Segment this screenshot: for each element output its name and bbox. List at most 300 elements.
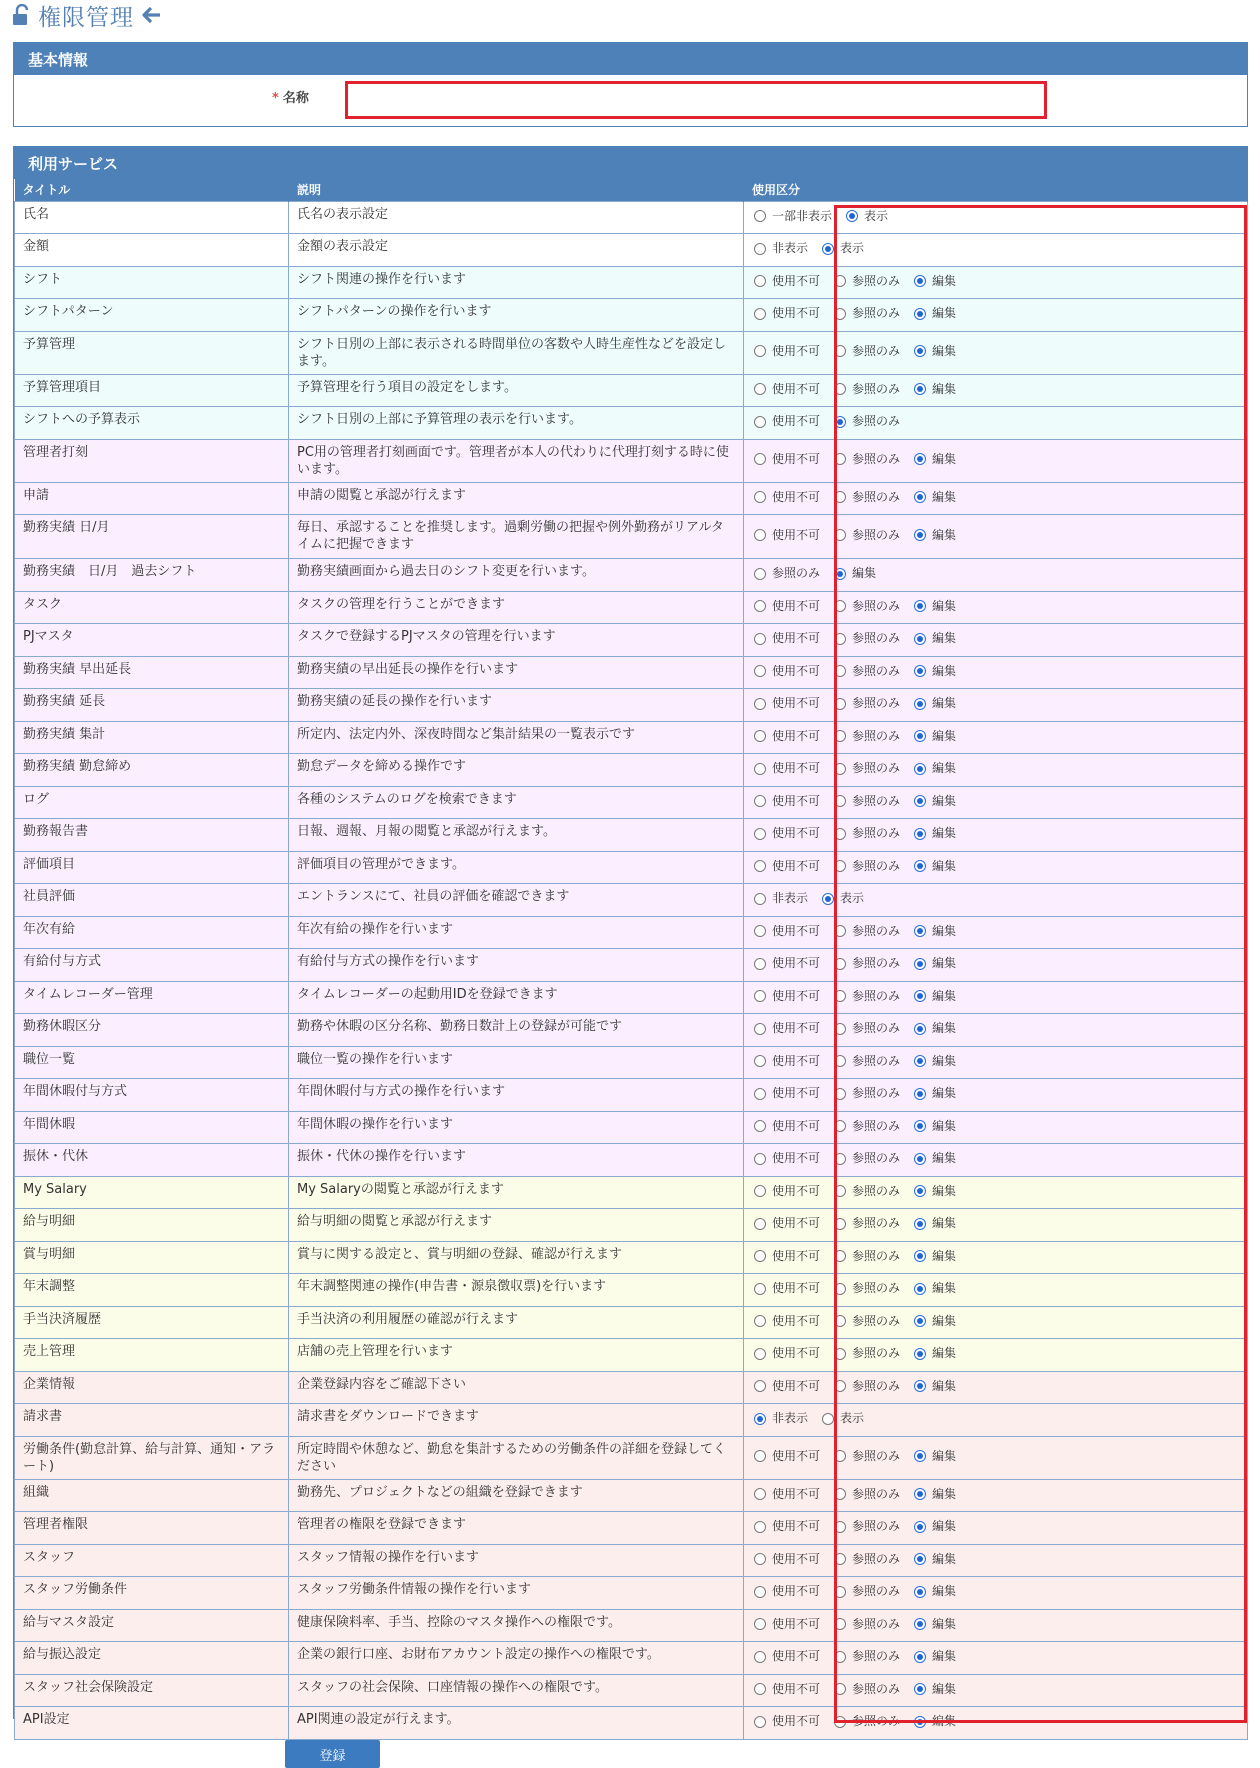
usage-option[interactable] [754,988,820,1005]
usage-option[interactable] [754,1313,820,1330]
usage-option[interactable] [834,1313,900,1330]
usage-option[interactable] [754,1280,820,1297]
radio-button[interactable] [754,416,766,428]
radio-button[interactable] [754,1283,766,1295]
usage-option[interactable] [754,1150,820,1167]
radio-button[interactable] [834,1716,846,1728]
radio-button[interactable] [754,1521,766,1533]
radio-button[interactable] [834,453,846,465]
radio-button[interactable] [834,529,846,541]
table-row [15,1609,1248,1642]
usage-option[interactable] [754,793,820,810]
name-input[interactable] [345,81,1047,119]
usage-option[interactable] [834,489,900,506]
radio-button[interactable] [834,925,846,937]
radio-button[interactable] [914,383,926,395]
usage-option[interactable] [834,1085,900,1102]
radio-button[interactable] [754,1348,766,1360]
radio-button[interactable] [754,1153,766,1165]
radio-button[interactable] [834,1586,846,1598]
radio-button[interactable] [914,1380,926,1392]
radio-button[interactable] [754,730,766,742]
radio-button[interactable] [914,1088,926,1100]
usage-option[interactable] [754,1616,820,1633]
radio-button[interactable] [914,1716,926,1728]
usage-option[interactable] [834,1345,900,1362]
usage-option[interactable] [914,451,956,468]
radio-button[interactable] [754,1553,766,1565]
usage-option[interactable] [834,1280,900,1297]
radio-button[interactable] [914,1488,926,1500]
usage-option[interactable] [914,1118,956,1135]
usage-option[interactable] [754,825,820,842]
usage-option[interactable] [834,1713,900,1730]
usage-option[interactable] [754,413,820,430]
radio-button[interactable] [754,1023,766,1035]
radio-button[interactable] [754,860,766,872]
radio-button[interactable] [834,1185,846,1197]
usage-option[interactable] [834,305,900,322]
usage-option[interactable] [754,1486,820,1503]
radio-button[interactable] [754,828,766,840]
radio-button[interactable] [754,1218,766,1230]
usage-option[interactable] [834,1648,900,1665]
radio-button[interactable] [914,1348,926,1360]
radio-button[interactable] [834,1450,846,1462]
radio-button[interactable] [834,795,846,807]
radio-button[interactable] [914,1521,926,1533]
usage-option[interactable] [754,489,820,506]
radio-button[interactable] [754,990,766,1002]
usage-option[interactable] [914,273,956,290]
radio-button[interactable] [834,1120,846,1132]
usage-option-label: 非表示 [772,241,809,255]
usage-option[interactable] [834,343,900,360]
radio-button[interactable] [834,600,846,612]
radio-button[interactable] [834,568,846,580]
usage-option[interactable] [834,381,900,398]
radio-button[interactable] [834,665,846,677]
radio-button[interactable] [754,1250,766,1262]
table-row [15,1209,1248,1242]
usage-option[interactable] [754,381,820,398]
radio-button[interactable] [834,860,846,872]
radio-button[interactable] [834,730,846,742]
usage-option[interactable] [754,208,832,225]
usage-option[interactable] [834,1248,900,1265]
usage-option[interactable] [834,1118,900,1135]
usage-option[interactable] [754,1020,820,1037]
usage-option[interactable] [754,273,820,290]
radio-button[interactable] [914,1553,926,1565]
radio-button[interactable] [834,958,846,970]
radio-button[interactable] [834,828,846,840]
usage-option[interactable] [834,1150,900,1167]
register-button[interactable]: 登録 [285,1740,380,1768]
radio-button[interactable] [914,990,926,1002]
usage-option[interactable] [914,1280,956,1297]
usage-option-label: 使用不可 [772,1519,821,1533]
radio-button[interactable] [914,308,926,320]
radio-button[interactable] [914,1450,926,1462]
radio-button[interactable] [834,1250,846,1262]
usage-option[interactable] [834,858,900,875]
radio-button[interactable] [754,1716,766,1728]
usage-option[interactable] [754,1053,820,1070]
usage-option[interactable] [914,1518,956,1535]
radio-button[interactable] [754,453,766,465]
usage-option[interactable] [834,1616,900,1633]
radio-button[interactable] [914,1586,926,1598]
radio-button[interactable] [754,1618,766,1630]
usage-option-label: 参照のみ [852,1151,901,1165]
usage-option[interactable] [834,565,876,582]
radio-button[interactable] [822,243,834,255]
usage-option[interactable] [822,1410,864,1427]
radio-button[interactable] [834,1553,846,1565]
usage-option[interactable] [754,1583,820,1600]
radio-button[interactable] [834,1651,846,1663]
usage-option-label: 編集 [932,696,957,710]
usage-option[interactable] [754,663,820,680]
usage-option-label: 編集 [932,1649,957,1663]
usage-option[interactable] [754,890,808,907]
usage-option[interactable] [834,1215,900,1232]
radio-button[interactable] [834,383,846,395]
usage-option-label: 使用不可 [772,761,821,775]
usage-option-label: 編集 [932,1183,957,1198]
radio-button[interactable] [754,308,766,320]
radio-button[interactable] [914,600,926,612]
radio-button[interactable] [834,1683,846,1695]
usage-option[interactable] [914,1053,956,1070]
radio-button[interactable] [834,308,846,320]
radio-button[interactable] [914,925,926,937]
radio-button[interactable] [754,1683,766,1695]
usage-option[interactable] [914,1345,956,1362]
usage-option[interactable] [834,273,900,290]
usage-option[interactable] [754,565,820,582]
usage-option[interactable] [914,1713,956,1730]
radio-button[interactable] [754,1185,766,1197]
row-description: 勤務実績画面から過去日のシフト変更を行います。 [289,559,744,592]
radio-button[interactable] [754,1413,766,1425]
usage-option[interactable] [914,793,956,810]
radio-button[interactable] [914,665,926,677]
usage-option[interactable] [914,1085,956,1102]
usage-option[interactable] [754,1345,820,1362]
radio-button[interactable] [754,210,766,222]
radio-button[interactable] [834,633,846,645]
row-description: シフトパターンの操作を行います [289,299,744,332]
radio-button[interactable] [754,600,766,612]
radio-button[interactable] [834,1618,846,1630]
radio-button[interactable] [914,1683,926,1695]
radio-button[interactable] [914,730,926,742]
radio-button[interactable] [914,1651,926,1663]
usage-option[interactable] [834,1183,900,1200]
usage-option[interactable] [834,1583,900,1600]
radio-button[interactable] [754,529,766,541]
radio-button[interactable] [914,1218,926,1230]
usage-option[interactable] [754,527,820,544]
usage-option[interactable] [754,923,820,940]
radio-button[interactable] [834,1153,846,1165]
radio-button[interactable] [754,893,766,905]
row-title: 勤務実績 勤怠締め [15,754,289,787]
radio-button[interactable] [754,243,766,255]
radio-button[interactable] [834,1023,846,1035]
usage-option[interactable] [754,630,820,647]
usage-option[interactable] [914,1215,956,1232]
usage-option[interactable] [914,630,956,647]
radio-button[interactable] [754,1488,766,1500]
usage-option-label: 編集 [932,1519,957,1533]
table-row [15,851,1248,884]
usage-option[interactable] [914,1248,956,1265]
usage-option[interactable] [754,451,820,468]
usage-option[interactable] [834,1053,900,1070]
usage-option-label: 編集 [932,1216,957,1230]
usage-option-label: 編集 [932,1086,957,1100]
usage-option[interactable] [914,1378,956,1395]
usage-option[interactable] [822,240,864,257]
radio-button[interactable] [834,491,846,503]
usage-option[interactable] [834,825,900,842]
usage-option[interactable] [834,695,900,712]
usage-option[interactable] [754,1378,820,1395]
usage-option[interactable] [754,728,820,745]
usage-option[interactable] [914,695,956,712]
radio-button[interactable] [914,1185,926,1197]
usage-option[interactable] [914,1681,956,1698]
usage-option[interactable] [914,728,956,745]
radio-button[interactable] [914,491,926,503]
radio-button[interactable] [754,1315,766,1327]
usage-option[interactable] [834,1518,900,1535]
radio-button[interactable] [754,665,766,677]
radio-button[interactable] [914,1283,926,1295]
radio-button[interactable] [914,860,926,872]
radio-button[interactable] [754,275,766,287]
usage-option[interactable] [914,489,956,506]
usage-option[interactable] [914,988,956,1005]
radio-button[interactable] [914,529,926,541]
usage-option[interactable] [914,343,956,360]
row-title: スタッフ [15,1544,289,1577]
usage-option[interactable] [754,1681,820,1698]
usage-option[interactable] [914,923,956,940]
usage-option[interactable] [914,1448,956,1465]
usage-option-label: 使用不可 [772,1448,821,1463]
radio-button[interactable] [754,1651,766,1663]
usage-option[interactable] [834,923,900,940]
radio-button[interactable] [754,1586,766,1598]
usage-option[interactable] [754,695,820,712]
radio-button[interactable] [822,1413,834,1425]
usage-option[interactable] [754,1518,820,1535]
radio-button[interactable] [754,383,766,395]
usage-option[interactable] [754,343,820,360]
usage-option[interactable] [834,1378,900,1395]
usage-option[interactable] [914,1183,956,1200]
radio-button[interactable] [754,568,766,580]
usage-option-label: 参照のみ [852,1681,901,1696]
radio-button[interactable] [754,345,766,357]
usage-option[interactable] [754,955,820,972]
usage-option[interactable] [834,1020,900,1037]
usage-option[interactable] [834,451,900,468]
row-description: シフト日別の上部に表示される時間単位の客数や人時生産性などを設定します。 [289,331,744,374]
radio-button[interactable] [834,345,846,357]
usage-option[interactable] [914,760,956,777]
radio-button[interactable] [834,763,846,775]
radio-button[interactable] [834,1488,846,1500]
usage-option[interactable] [914,1150,956,1167]
radio-button[interactable] [914,1120,926,1132]
usage-option[interactable] [914,1313,956,1330]
radio-button[interactable] [834,1348,846,1360]
usage-option[interactable] [914,1486,956,1503]
usage-option[interactable] [754,1118,820,1135]
radio-button[interactable] [834,1055,846,1067]
radio-button[interactable] [754,795,766,807]
usage-option[interactable] [834,1551,900,1568]
radio-button[interactable] [754,763,766,775]
usage-option-label: 参照のみ [852,826,901,840]
usage-option[interactable] [834,663,900,680]
radio-button[interactable] [914,1618,926,1630]
radio-button[interactable] [914,1055,926,1067]
radio-button[interactable] [914,958,926,970]
usage-option[interactable] [834,955,900,972]
usage-option[interactable] [754,240,808,257]
row-title: 金額 [15,234,289,267]
usage-option[interactable] [834,728,900,745]
arrow-left-icon[interactable] [142,6,162,24]
usage-options [744,721,1248,754]
row-title: 勤務実績 延長 [15,689,289,722]
usage-option[interactable] [834,413,900,430]
usage-option[interactable] [834,527,900,544]
radio-button[interactable] [914,763,926,775]
usage-option[interactable] [754,305,820,322]
usage-options [744,624,1248,657]
usage-option[interactable] [754,598,820,615]
usage-option[interactable] [834,1448,900,1465]
radio-button[interactable] [834,1088,846,1100]
usage-option[interactable] [914,955,956,972]
usage-option[interactable] [834,793,900,810]
usage-option[interactable] [834,598,900,615]
usage-option[interactable] [754,1410,808,1427]
radio-button[interactable] [914,275,926,287]
usage-option[interactable] [914,858,956,875]
usage-option[interactable] [754,1551,820,1568]
table-row [15,1014,1248,1047]
usage-option[interactable] [834,630,900,647]
usage-option[interactable] [754,760,820,777]
usage-options [744,515,1248,559]
radio-button[interactable] [834,1380,846,1392]
radio-button[interactable] [754,1055,766,1067]
radio-button[interactable] [914,1023,926,1035]
usage-option[interactable] [834,1486,900,1503]
usage-option[interactable] [754,1448,820,1465]
usage-option[interactable] [834,760,900,777]
radio-button[interactable] [754,925,766,937]
usage-option[interactable] [914,1583,956,1600]
usage-option[interactable] [834,1681,900,1698]
usage-option[interactable] [914,305,956,322]
usage-option[interactable] [914,1616,956,1633]
usage-option[interactable] [914,1551,956,1568]
radio-button[interactable] [914,633,926,645]
radio-button[interactable] [834,1283,846,1295]
usage-option[interactable] [822,890,864,907]
radio-button[interactable] [834,416,846,428]
usage-option[interactable] [914,598,956,615]
usage-option[interactable] [754,1215,820,1232]
usage-option[interactable] [846,208,888,225]
usage-option[interactable] [754,1183,820,1200]
radio-button[interactable] [834,698,846,710]
radio-button[interactable] [834,1521,846,1533]
radio-button[interactable] [914,795,926,807]
radio-button[interactable] [834,1315,846,1327]
usage-option[interactable] [914,381,956,398]
usage-option-label: 参照のみ [852,451,901,466]
table-row [15,916,1248,949]
radio-button[interactable] [914,1153,926,1165]
usage-option[interactable] [914,663,956,680]
radio-button[interactable] [822,893,834,905]
usage-option[interactable] [914,825,956,842]
radio-button[interactable] [754,698,766,710]
radio-button[interactable] [754,491,766,503]
radio-button[interactable] [914,1250,926,1262]
usage-option[interactable] [754,1648,820,1665]
radio-button[interactable] [914,698,926,710]
usage-option[interactable] [754,858,820,875]
usage-option[interactable] [914,1020,956,1037]
radio-button[interactable] [754,958,766,970]
radio-button[interactable] [834,1218,846,1230]
table-row [15,624,1248,657]
radio-button[interactable] [754,1088,766,1100]
radio-button[interactable] [846,210,858,222]
radio-button[interactable] [914,1315,926,1327]
table-row [15,786,1248,819]
usage-option[interactable] [754,1248,820,1265]
radio-button[interactable] [754,1120,766,1132]
usage-option-label: 使用不可 [772,1216,821,1230]
usage-option[interactable] [754,1085,820,1102]
radio-button[interactable] [834,990,846,1002]
radio-button[interactable] [914,345,926,357]
usage-option[interactable] [914,1648,956,1665]
radio-button[interactable] [754,1450,766,1462]
usage-option[interactable] [754,1713,820,1730]
radio-button[interactable] [914,453,926,465]
usage-option[interactable] [914,527,956,544]
radio-button[interactable] [834,275,846,287]
usage-option[interactable] [834,988,900,1005]
radio-button[interactable] [914,828,926,840]
row-title: 勤務実績 早出延長 [15,656,289,689]
radio-button[interactable] [754,1380,766,1392]
radio-button[interactable] [754,633,766,645]
